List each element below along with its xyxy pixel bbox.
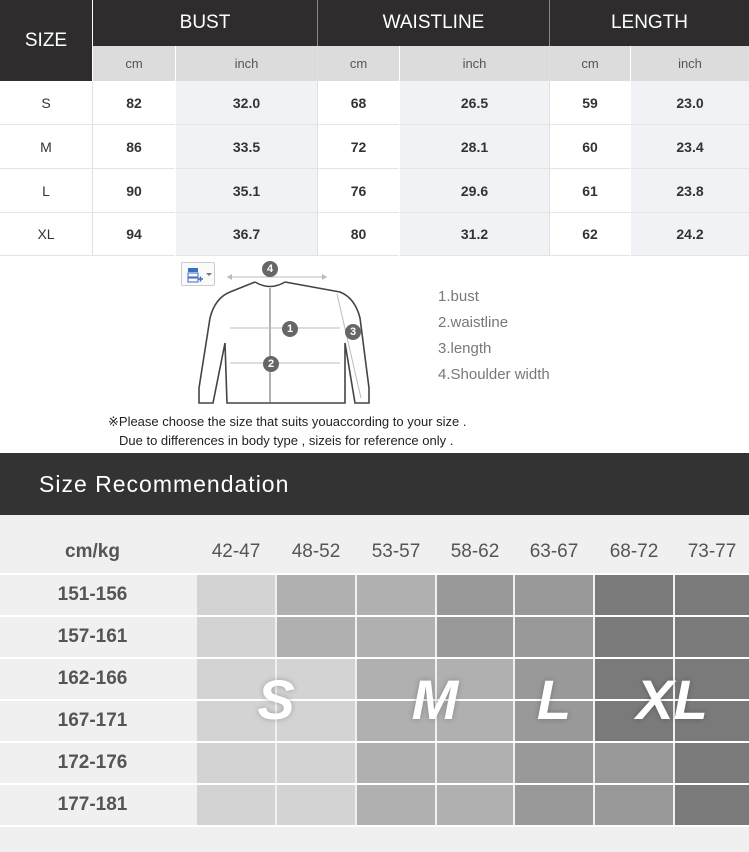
value-cell: 23.4 bbox=[631, 125, 749, 169]
unit-cm: cm bbox=[93, 46, 175, 81]
divider bbox=[0, 573, 749, 575]
size-cell-l bbox=[515, 743, 593, 783]
size-label-s: S bbox=[257, 668, 295, 731]
marker-4: 4 bbox=[262, 261, 278, 277]
recommendation-header bbox=[0, 453, 749, 515]
value-cell: 82 bbox=[93, 81, 175, 125]
divider bbox=[549, 46, 550, 256]
size-cell-m bbox=[277, 575, 355, 615]
value-cell: 23.8 bbox=[631, 169, 749, 213]
size-cell-m bbox=[357, 617, 435, 657]
unit-inch: inch bbox=[631, 46, 749, 81]
value-cell: 90 bbox=[93, 169, 175, 213]
value-cell: 72 bbox=[318, 125, 399, 169]
marker-1: 1 bbox=[282, 321, 298, 337]
size-cell-m bbox=[357, 743, 435, 783]
size-cell: S bbox=[0, 81, 92, 125]
size-cell-m bbox=[357, 785, 435, 825]
size-header-label: SIZE bbox=[24, 29, 68, 51]
value-cell: 33.5 bbox=[176, 125, 317, 169]
unit-inch: inch bbox=[176, 46, 317, 81]
legend-item: 4.Shoulder width bbox=[438, 366, 550, 383]
divider bbox=[549, 0, 550, 46]
size-cell-m bbox=[357, 575, 435, 615]
size-cell-xl bbox=[675, 617, 749, 657]
size-label-m: M bbox=[411, 668, 459, 731]
grid-corner: cm/kg bbox=[65, 540, 120, 562]
value-cell: 68 bbox=[318, 81, 399, 125]
size-cell-xl bbox=[595, 617, 673, 657]
weight-header: 42-47 bbox=[211, 540, 261, 562]
size-cell-l bbox=[595, 785, 673, 825]
value-cell: 23.0 bbox=[631, 81, 749, 125]
weight-header: 53-57 bbox=[371, 540, 421, 562]
waistline-header bbox=[318, 0, 549, 46]
value-cell: 36.7 bbox=[176, 213, 317, 256]
marker-3: 3 bbox=[345, 324, 361, 340]
waistline-header-label: WAISTLINE bbox=[382, 12, 485, 33]
value-cell: 26.5 bbox=[400, 81, 549, 125]
size-cell-m bbox=[277, 617, 355, 657]
weight-header: 58-62 bbox=[450, 540, 500, 562]
value-cell: 28.1 bbox=[400, 125, 549, 169]
weight-header: 68-72 bbox=[609, 540, 659, 562]
size-cell-l bbox=[437, 575, 513, 615]
size-cell-l bbox=[515, 785, 593, 825]
unit-inch: inch bbox=[400, 46, 549, 81]
height-label: 172-176 bbox=[57, 752, 128, 773]
size-cell-l bbox=[595, 743, 673, 783]
legend-item: 3.length bbox=[438, 340, 492, 357]
value-cell: 29.6 bbox=[400, 169, 549, 213]
value-cell: 59 bbox=[550, 81, 630, 125]
weight-header: 63-67 bbox=[529, 540, 579, 562]
size-cell-xl bbox=[675, 785, 749, 825]
size-note-line2: Due to differences in body type , sizeis for reference only . bbox=[119, 433, 454, 448]
size-cell-m bbox=[437, 743, 513, 783]
marker-2: 2 bbox=[263, 356, 279, 372]
size-cell-s bbox=[277, 785, 355, 825]
bust-header bbox=[93, 0, 317, 46]
value-cell: 61 bbox=[550, 169, 630, 213]
height-label: 157-161 bbox=[57, 626, 128, 647]
size-cell-l bbox=[515, 575, 593, 615]
value-cell: 76 bbox=[318, 169, 399, 213]
value-cell: 32.0 bbox=[176, 81, 317, 125]
value-cell: 60 bbox=[550, 125, 630, 169]
size-cell: M bbox=[0, 125, 92, 169]
divider bbox=[317, 46, 318, 256]
length-header bbox=[550, 0, 749, 46]
divider bbox=[92, 81, 93, 256]
size-cell-xl bbox=[675, 743, 749, 783]
divider bbox=[317, 0, 318, 46]
recommendation-grid bbox=[0, 515, 749, 852]
length-header-label: LENGTH bbox=[610, 12, 689, 33]
weight-header: 73-77 bbox=[687, 540, 737, 562]
size-label-xl: XL bbox=[636, 668, 708, 731]
value-cell: 35.1 bbox=[176, 169, 317, 213]
size-cell-s bbox=[197, 575, 275, 615]
value-cell: 24.2 bbox=[631, 213, 749, 256]
height-label: 167-171 bbox=[57, 710, 128, 731]
size-cell-xl bbox=[675, 575, 749, 615]
size-cell-m bbox=[437, 785, 513, 825]
size-cell-s bbox=[197, 743, 275, 783]
size-cell-s bbox=[197, 617, 275, 657]
value-cell: 86 bbox=[93, 125, 175, 169]
divider bbox=[0, 615, 749, 617]
size-cell-s bbox=[197, 785, 275, 825]
legend-item: 2.waistline bbox=[438, 314, 509, 331]
legend-item: 1.bust bbox=[438, 288, 479, 305]
recommendation-title: Size Recommendation bbox=[39, 470, 290, 497]
height-label: 151-156 bbox=[57, 584, 128, 605]
size-cell: XL bbox=[0, 213, 92, 256]
value-cell: 94 bbox=[93, 213, 175, 256]
unit-cm: cm bbox=[318, 46, 399, 81]
size-note-line1: ※Please choose the size that suits youaccording to your size . bbox=[108, 414, 467, 429]
unit-cm: cm bbox=[550, 46, 630, 81]
divider bbox=[0, 783, 749, 785]
value-cell: 31.2 bbox=[400, 213, 549, 256]
weight-header: 48-52 bbox=[291, 540, 341, 562]
bust-header-label: BUST bbox=[179, 12, 231, 33]
height-label: 177-181 bbox=[57, 794, 128, 815]
size-cell: L bbox=[0, 169, 92, 213]
size-label-l: L bbox=[536, 668, 572, 731]
size-header bbox=[0, 0, 92, 81]
value-cell: 62 bbox=[550, 213, 630, 256]
size-cell-l bbox=[437, 617, 513, 657]
measurement-legend bbox=[438, 284, 638, 388]
value-cell: 80 bbox=[318, 213, 399, 256]
size-cell-l bbox=[515, 617, 593, 657]
height-label: 162-166 bbox=[57, 668, 128, 689]
divider bbox=[0, 825, 749, 827]
size-cell-xl bbox=[595, 575, 673, 615]
size-cell-s bbox=[277, 743, 355, 783]
